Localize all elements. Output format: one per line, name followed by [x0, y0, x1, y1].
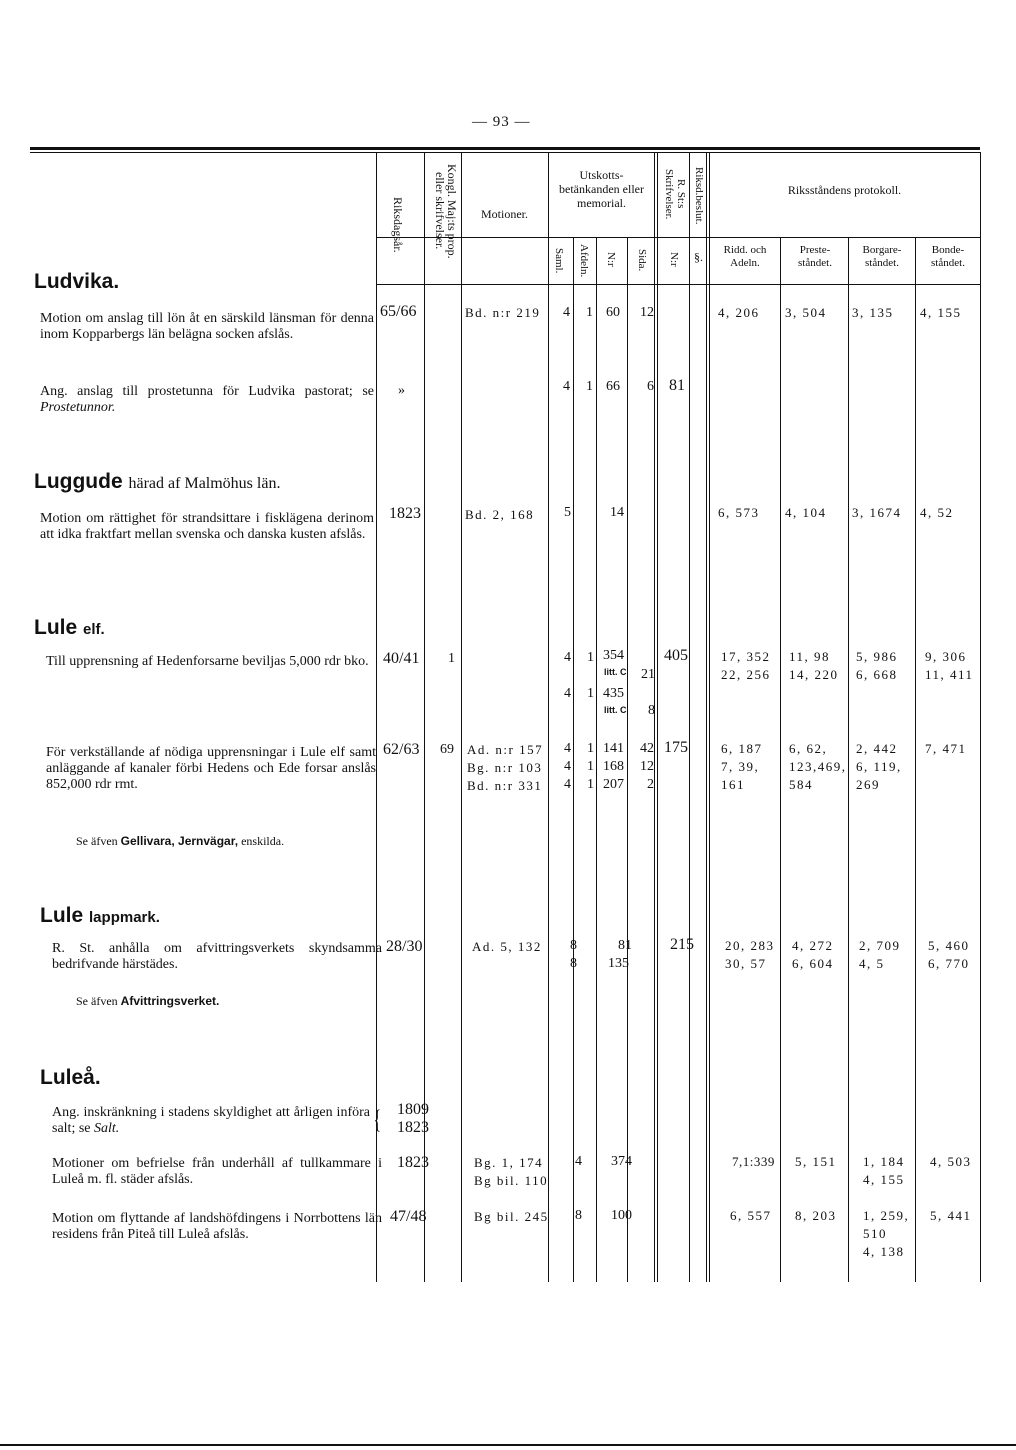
saml: 4 — [564, 741, 571, 756]
header-rsts-nr: N:r — [668, 251, 680, 267]
motion: Bd. n:r 331 — [467, 778, 543, 793]
col-line — [848, 237, 849, 1282]
borgare: 3, 135 — [852, 305, 894, 320]
entry-text: Motion om flyttande af landshöfdingens i Norrbottens län residens från Piteå till Luleå afslås. — [52, 1211, 382, 1242]
entry-text — [52, 1105, 370, 1137]
saml: 8 — [570, 938, 577, 953]
year: 65/66 — [380, 303, 417, 320]
header-paragraph: §. — [694, 250, 703, 264]
col-line-double — [706, 152, 710, 1282]
cross-reference: Salt. — [94, 1121, 120, 1136]
header-rsts: R. St:s Skrifvelser. — [663, 168, 687, 220]
saml: 5 — [564, 505, 571, 520]
sida: 6 — [647, 379, 654, 394]
saml: 4 — [563, 305, 570, 320]
section-heading-lulea: Luleå. — [40, 1066, 101, 1089]
preste: 11, 98 — [789, 649, 831, 664]
col-line — [980, 152, 981, 1282]
afd: 1 — [587, 650, 594, 665]
heading-main: Lule — [34, 616, 78, 639]
borgare: 6, 668 — [856, 667, 898, 682]
borgare: 6, 119, — [856, 759, 902, 774]
year: 62/63 — [383, 741, 420, 758]
heading-rest: härad af Malmöhus län. — [128, 475, 281, 492]
header-motioner: Motioner. — [481, 207, 528, 221]
nr: 141 — [603, 741, 624, 756]
year: 40/41 — [383, 650, 420, 667]
see-also-ref: Gellivara, Jernvägar, — [120, 834, 239, 848]
header-sida: Sida. — [636, 248, 648, 272]
preste: 5, 151 — [795, 1154, 837, 1169]
year: 47/48 — [390, 1208, 427, 1225]
prop: 69 — [440, 742, 454, 757]
preste: 8, 203 — [795, 1208, 837, 1223]
page-number: — 93 — — [472, 114, 531, 130]
header-ridd: Ridd. och Adeln. — [723, 244, 767, 269]
afd: 1 — [586, 305, 593, 320]
ridd: 4, 206 — [718, 305, 760, 320]
nr: 374 — [611, 1154, 632, 1169]
heading-main: Luggude — [34, 470, 123, 493]
section-heading-lule-lappmark — [40, 904, 160, 928]
nr: 435 — [603, 686, 624, 701]
ridd: 6, 187 — [721, 741, 763, 756]
bonde: 4, 52 — [920, 505, 954, 520]
litt: litt. C — [604, 705, 627, 715]
nr: 81 — [618, 938, 632, 953]
nr: 354 — [603, 648, 624, 663]
preste: 4, 104 — [785, 505, 827, 520]
header-riksdbeslut: Riksd.beslut. — [693, 167, 705, 225]
bonde: 5, 441 — [930, 1208, 972, 1223]
saml: 4 — [575, 1154, 582, 1169]
entry-text: Motion om anslag till lön åt en särskild länsman för denna inom Kopparbergs län belägna socken afslås. — [40, 311, 374, 342]
prop: 1 — [448, 651, 455, 666]
borgare: 510 — [863, 1226, 887, 1241]
entry-text: Till upprensning af Hedenforsarne beviljas 5,000 rdr bko. — [46, 654, 369, 669]
saml: 4 — [564, 759, 571, 774]
ridd: 17, 352 — [721, 649, 771, 664]
heading-main: Lule — [40, 904, 84, 927]
bonde: 4, 155 — [920, 305, 962, 320]
preste: 6, 62, — [789, 741, 828, 756]
bonde: 9, 306 — [925, 649, 967, 664]
scan-edge — [0, 1444, 1016, 1446]
see-also-suffix: enskilda. — [238, 834, 285, 848]
brace: { — [373, 1105, 381, 1134]
ridd: 6, 573 — [718, 505, 760, 520]
entry-text: Motioner om befrielse från underhåll af tullkammare i Luleå m. fl. städer afslås. — [52, 1156, 382, 1187]
borgare: 5, 986 — [856, 649, 898, 664]
nr: 207 — [603, 777, 624, 792]
header-afdeln: Afdeln. — [578, 244, 590, 278]
saml: 4 — [563, 379, 570, 394]
header-saml: Saml. — [553, 248, 565, 274]
col-line — [596, 237, 597, 1282]
motion: Bg bil. 110 — [474, 1173, 549, 1188]
col-line — [689, 152, 690, 1282]
header-borgare: Borgare-ståndet. — [862, 244, 902, 269]
sida: 2 — [647, 777, 654, 792]
header-kongl: Kongl. Maj:ts prop. eller skrifvelser. — [433, 163, 459, 259]
ridd: 7,1:339 — [732, 1154, 775, 1169]
motion: Bd. 2, 168 — [465, 507, 535, 522]
nr: 60 — [606, 305, 620, 320]
ridd: 7, 39, — [721, 759, 760, 774]
see-also — [76, 994, 219, 1009]
preste: 3, 504 — [785, 305, 827, 320]
litt: litt. C — [604, 667, 627, 677]
protokoll-subrule — [709, 237, 980, 238]
year: 1823 — [389, 505, 421, 522]
bonde: 5, 460 — [928, 938, 970, 953]
year: » — [398, 383, 405, 398]
borgare: 269 — [856, 777, 880, 792]
entry-text: Motion om rättighet för strandsittare i fisklägena derinom att idka fraktfart mellan svenska och danska kusten afslås. — [40, 511, 374, 542]
ridd: 161 — [721, 777, 745, 792]
see-also-prefix: Se äfven — [76, 994, 121, 1008]
col-line — [461, 152, 462, 1282]
motion: Bg. 1, 174 — [474, 1155, 544, 1170]
rsts-nr: 81 — [669, 377, 685, 394]
motion: Ad. 5, 132 — [472, 939, 542, 954]
col-line — [548, 152, 549, 1282]
top-rule — [30, 147, 980, 150]
nr: 168 — [603, 759, 624, 774]
header-riksdagsar: Riksdagsår. — [391, 197, 405, 253]
heading-rest: lappmark. — [89, 909, 160, 926]
col-line — [780, 237, 781, 1282]
sida: 12 — [640, 305, 654, 320]
year: 1809 — [397, 1101, 429, 1118]
afd: 1 — [587, 759, 594, 774]
header-bottom-rule — [376, 284, 980, 285]
borgare: 1, 259, — [863, 1208, 910, 1223]
sida: 8 — [648, 703, 655, 718]
section-heading-ludvika: Ludvika. — [34, 270, 120, 293]
borgare: 2, 442 — [856, 741, 898, 756]
see-also-prefix: Se äfven — [76, 834, 121, 848]
rsts-nr: 175 — [664, 739, 688, 756]
preste: 4, 272 — [792, 938, 834, 953]
cross-reference: Prostetunnor. — [40, 400, 116, 415]
entry-text-a: Ang. inskränkning i stadens skyldighet att årligen införa salt; se — [52, 1105, 370, 1136]
nr: 100 — [611, 1208, 632, 1223]
subheader-rule — [376, 237, 709, 238]
sida: 12 — [640, 759, 654, 774]
top-rule-thin — [30, 152, 980, 153]
afd: 1 — [587, 777, 594, 792]
header-bonde: Bonde-ståndet. — [931, 244, 965, 269]
year: 1823 — [397, 1119, 429, 1136]
afd: 1 — [587, 741, 594, 756]
afd: 1 — [586, 379, 593, 394]
entry-text-a: Ang. anslag till prostetunna för Ludvika pastorat; se — [40, 384, 374, 399]
entry-text: För verkställande af nödiga upprensningar i Lule elf samt anläggande af kanaler förbi Hedens och Ede forsar anslås 852,000 rdr rmt. — [46, 745, 376, 792]
nr: 135 — [608, 956, 629, 971]
section-heading-luggude — [34, 470, 280, 494]
preste: 123,469, — [789, 759, 847, 774]
sida: 42 — [640, 741, 654, 756]
see-also-ref: Afvittringsverket. — [120, 994, 220, 1008]
saml: 4 — [564, 777, 571, 792]
saml: 4 — [564, 686, 571, 701]
borgare: 4, 5 — [859, 956, 885, 971]
col-line — [915, 237, 916, 1282]
header-preste: Preste-ståndet. — [798, 244, 832, 269]
rsts-nr: 215 — [670, 936, 694, 953]
saml: 4 — [564, 650, 571, 665]
borgare: 3, 1674 — [852, 505, 902, 520]
bonde: 7, 471 — [925, 741, 967, 756]
preste: 14, 220 — [789, 667, 839, 682]
nr: 14 — [610, 505, 624, 520]
ridd: 30, 57 — [725, 956, 767, 971]
borgare: 4, 155 — [863, 1172, 905, 1187]
borgare: 2, 709 — [859, 938, 901, 953]
saml: 8 — [570, 956, 577, 971]
nr: 66 — [606, 379, 620, 394]
preste: 584 — [789, 777, 813, 792]
afd: 1 — [587, 686, 594, 701]
header-protokoll: Riksståndens protokoll. — [787, 183, 902, 197]
header-utskotts: Utskotts-betänkanden eller memorial. — [559, 168, 644, 210]
motion: Ad. n:r 157 — [467, 742, 544, 757]
ridd: 6, 557 — [730, 1208, 772, 1223]
preste: 6, 604 — [792, 956, 834, 971]
section-heading-lule-elf — [34, 616, 105, 640]
col-line — [573, 237, 574, 1282]
bonde: 6, 770 — [928, 956, 970, 971]
sida: 21 — [641, 667, 655, 682]
bonde: 4, 503 — [930, 1154, 972, 1169]
year: 28/30 — [386, 938, 423, 955]
header-nr: N:r — [605, 251, 617, 267]
entry-text — [40, 384, 374, 416]
borgare: 1, 184 — [863, 1154, 905, 1169]
col-line — [627, 237, 628, 1282]
rsts-nr: 405 — [664, 647, 688, 664]
motion: Bg. n:r 103 — [467, 760, 543, 775]
bonde: 11, 411 — [925, 667, 974, 682]
borgare: 4, 138 — [863, 1244, 905, 1259]
ridd: 22, 256 — [721, 667, 771, 682]
entry-text: R. St. anhålla om afvittringsverkets skyndsamma bedrifvande härstädes. — [52, 941, 382, 972]
year: 1823 — [397, 1154, 429, 1171]
see-also — [76, 834, 284, 849]
saml: 8 — [575, 1208, 582, 1223]
heading-rest: elf. — [83, 621, 105, 638]
motion: Bd. n:r 219 — [465, 305, 541, 320]
motion: Bg bil. 245 — [474, 1209, 549, 1224]
ridd: 20, 283 — [725, 938, 775, 953]
